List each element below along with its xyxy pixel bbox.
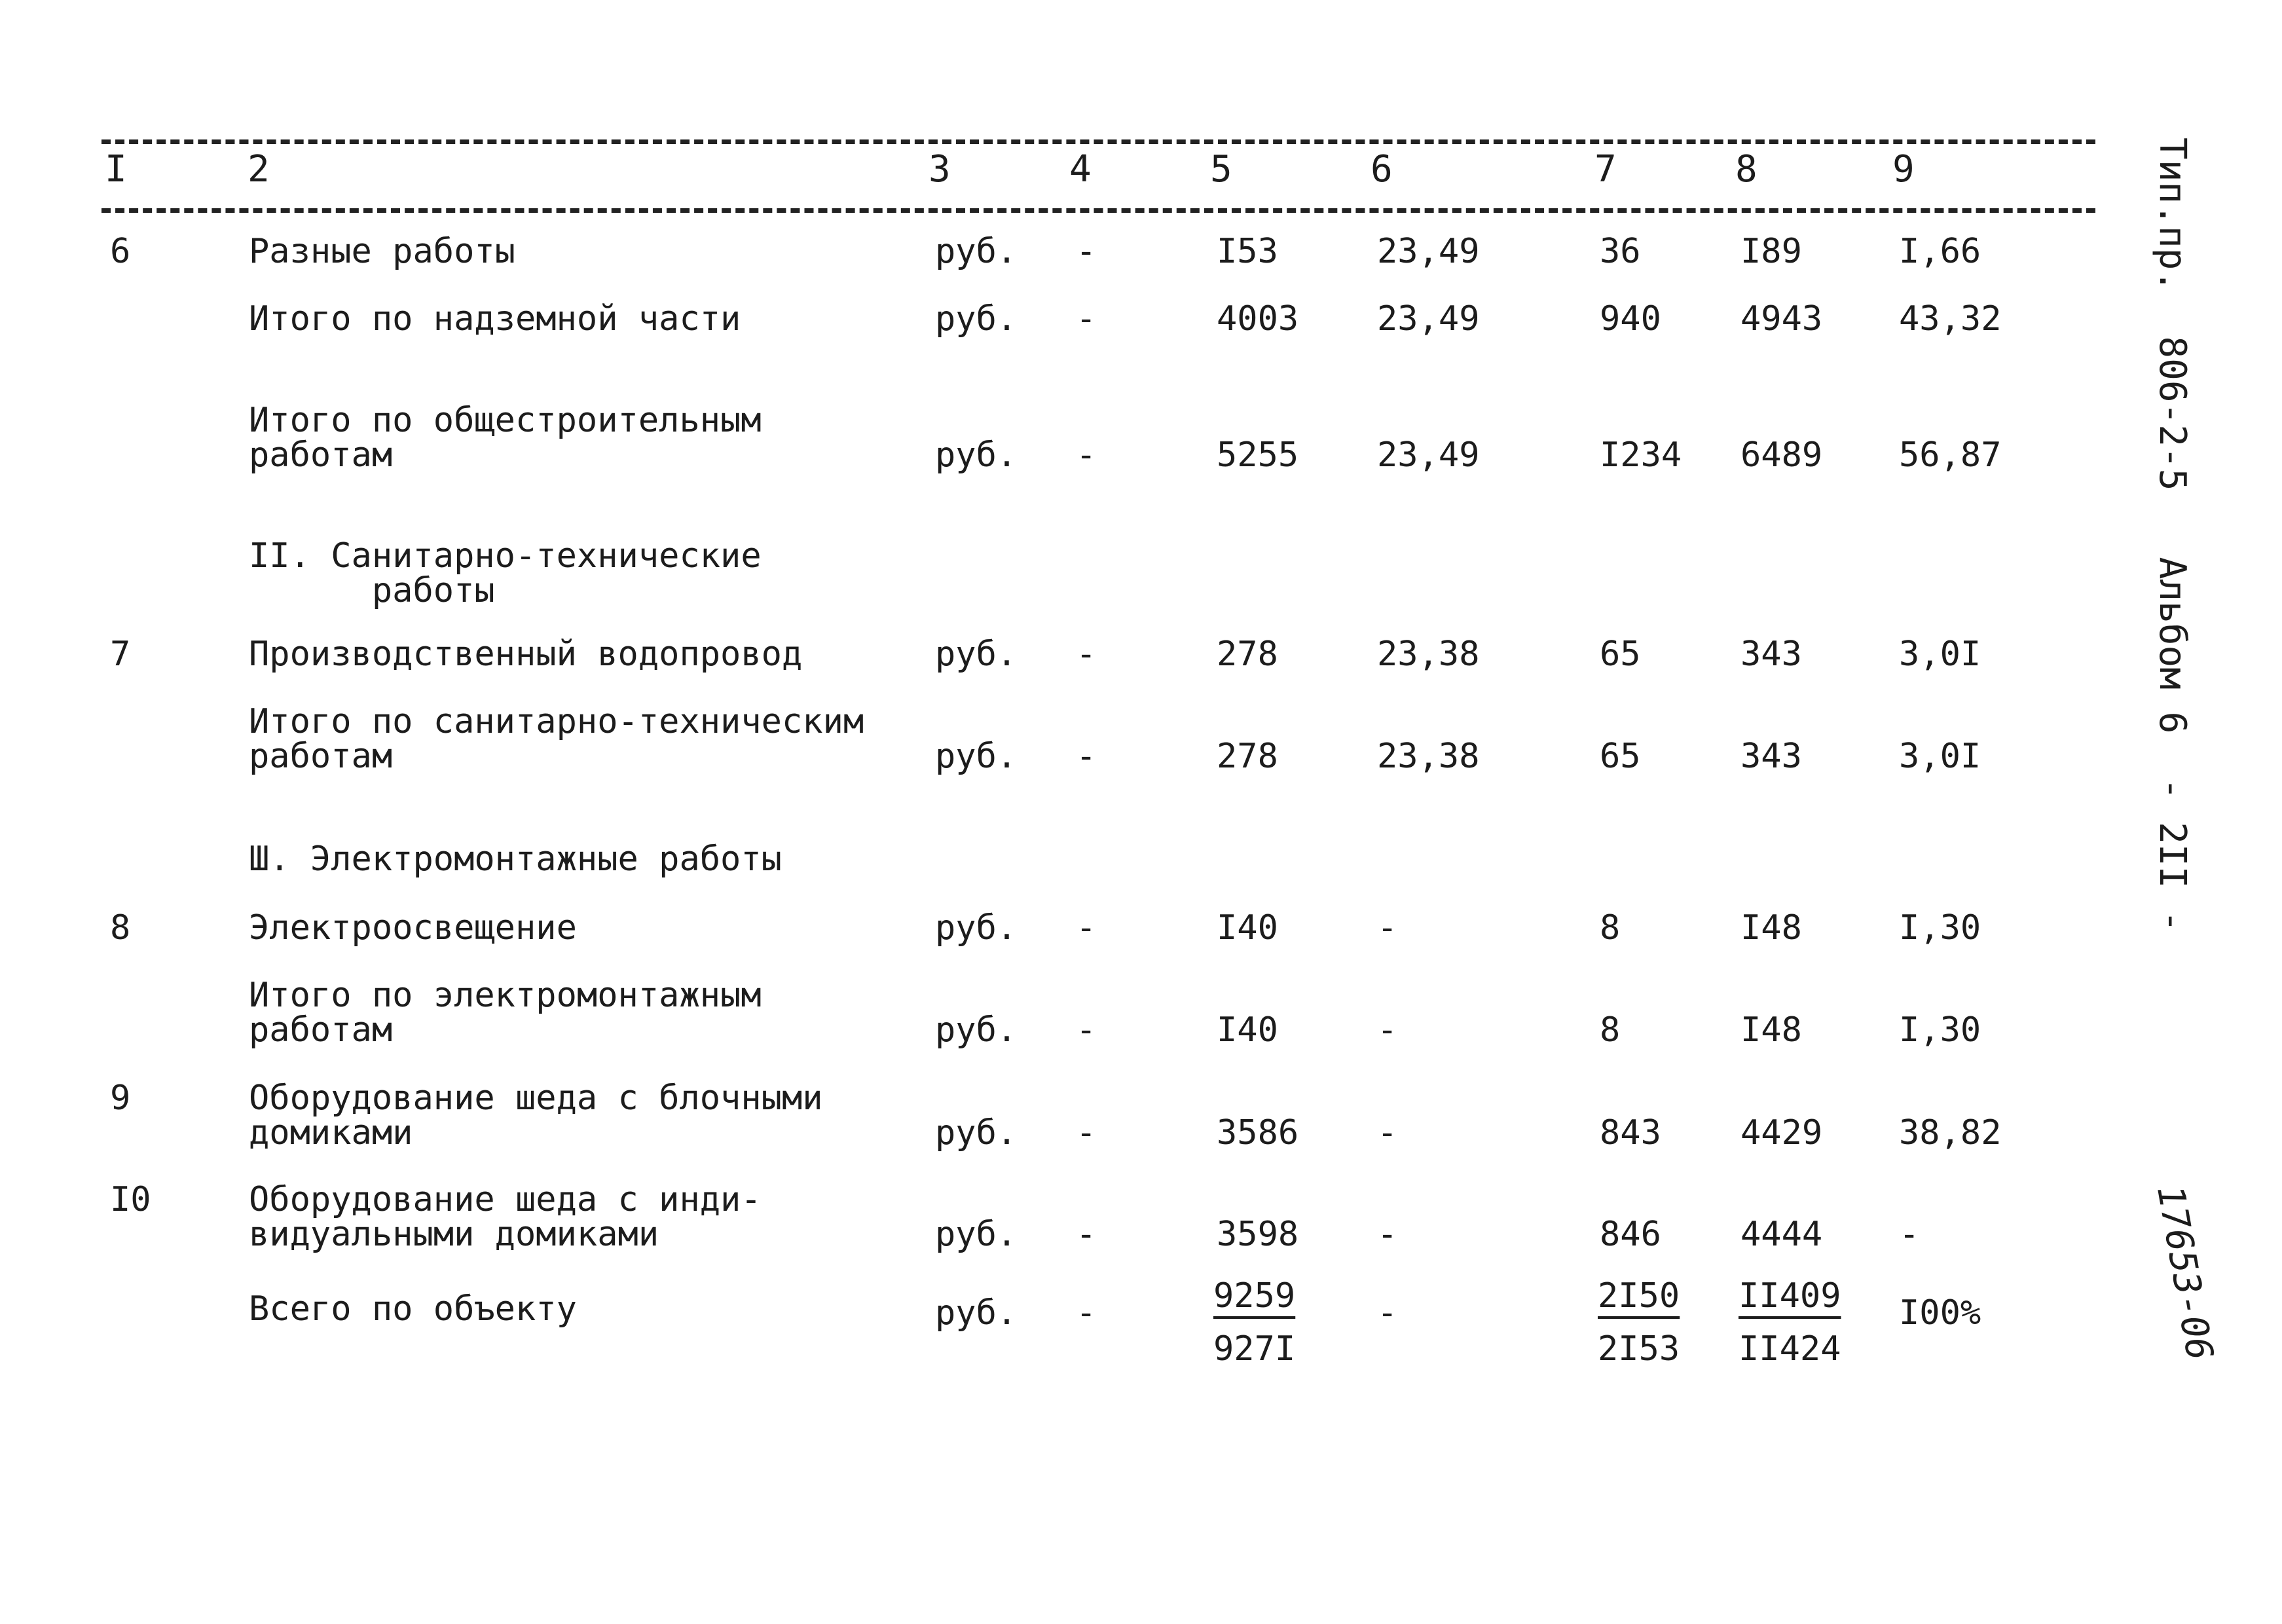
- row-col4: -: [1076, 908, 1097, 948]
- row-col7: 8: [1600, 908, 1621, 948]
- row-unit: руб.: [935, 299, 1018, 339]
- row-name: Итого по надземной части: [249, 299, 741, 339]
- row-number: 8: [110, 908, 131, 948]
- header-top-rule: [101, 139, 2095, 144]
- total-col5-top: 9259: [1213, 1276, 1296, 1316]
- row-col9: I,66: [1899, 232, 1981, 271]
- row-col7: 8: [1600, 1010, 1621, 1050]
- row-name-line1: Оборудование шеда с блочными: [249, 1079, 823, 1118]
- row-col4: -: [1076, 1215, 1097, 1254]
- row-col5: I53: [1217, 232, 1278, 271]
- row-col5: 5255: [1217, 435, 1299, 475]
- row-col9: 38,82: [1899, 1113, 2002, 1153]
- col-header-2: 2: [248, 148, 270, 191]
- row-col7: 843: [1600, 1113, 1661, 1153]
- row-col6: -: [1377, 1010, 1398, 1050]
- row-col6: 23,49: [1377, 435, 1480, 475]
- row-col4: -: [1076, 1010, 1097, 1050]
- total-name: Всего по объекту: [249, 1289, 577, 1329]
- col-header-6: 6: [1371, 148, 1393, 191]
- total-col8-top: II409: [1739, 1276, 1841, 1316]
- row-unit: руб.: [935, 908, 1018, 948]
- row-col8: 4444: [1740, 1215, 1823, 1254]
- row-col6: 23,49: [1377, 299, 1480, 339]
- row-col8: I48: [1740, 1010, 1802, 1050]
- total-col8-bottom: II424: [1739, 1329, 1841, 1369]
- total-unit: руб.: [935, 1293, 1018, 1333]
- row-unit: руб.: [935, 435, 1018, 475]
- row-col8: 6489: [1740, 435, 1823, 475]
- row-col5: 278: [1217, 737, 1278, 776]
- total-col7-top: 2I50: [1598, 1276, 1680, 1316]
- row-name-line2: работам: [249, 737, 393, 776]
- row-number: I0: [110, 1180, 151, 1219]
- row-col5: 4003: [1217, 299, 1299, 339]
- col-header-8: 8: [1735, 148, 1758, 191]
- col-header-9: 9: [1892, 148, 1915, 191]
- side-code: 17653-06: [2148, 1182, 2221, 1363]
- row-col8: 4429: [1740, 1113, 1823, 1153]
- row-col4: -: [1076, 299, 1097, 339]
- row-col8: 343: [1740, 635, 1802, 674]
- row-col7: 36: [1600, 232, 1641, 271]
- row-col5: I40: [1217, 1010, 1278, 1050]
- row-col6: -: [1377, 1215, 1398, 1254]
- row-col8: I48: [1740, 908, 1802, 948]
- row-col7: 846: [1600, 1215, 1661, 1254]
- row-name-line2: видуальными домиками: [249, 1215, 659, 1254]
- header-bottom-rule: [101, 208, 2095, 213]
- row-number: 9: [110, 1079, 131, 1118]
- row-col9: 3,0I: [1899, 737, 1981, 776]
- row-col4: -: [1076, 1113, 1097, 1153]
- row-col5: I40: [1217, 908, 1278, 948]
- row-col8: 343: [1740, 737, 1802, 776]
- row-col6: 23,49: [1377, 232, 1480, 271]
- row-col8: 4943: [1740, 299, 1823, 339]
- row-unit: руб.: [935, 232, 1018, 271]
- total-col6: -: [1377, 1293, 1398, 1333]
- row-name: Электроосвещение: [249, 908, 577, 948]
- row-name: Разные работы: [249, 232, 515, 271]
- row-name-line2: работам: [249, 1010, 393, 1050]
- side-stamp: Тип.пр. 806-2-5 Альбом 6 - 2II -: [2151, 138, 2194, 932]
- row-number: 7: [110, 635, 131, 674]
- row-col9: 43,32: [1899, 299, 2002, 339]
- section-heading-line2: работы: [249, 571, 495, 610]
- row-unit: руб.: [935, 1010, 1018, 1050]
- row-col4: -: [1076, 232, 1097, 271]
- row-col9: I,30: [1899, 908, 1981, 948]
- row-col5: 278: [1217, 635, 1278, 674]
- row-col8: I89: [1740, 232, 1802, 271]
- row-unit: руб.: [935, 1113, 1018, 1153]
- row-unit: руб.: [935, 737, 1018, 776]
- row-col7: 65: [1600, 737, 1641, 776]
- row-col7: I234: [1600, 435, 1682, 475]
- row-name-line1: Итого по электромонтажным: [249, 976, 762, 1015]
- row-col7: 940: [1600, 299, 1661, 339]
- row-name-line2: работам: [249, 435, 393, 475]
- total-col9: I00%: [1899, 1293, 1981, 1333]
- col-header-7: 7: [1594, 148, 1617, 191]
- row-col7: 65: [1600, 635, 1641, 674]
- row-unit: руб.: [935, 1215, 1018, 1254]
- row-col4: -: [1076, 435, 1097, 475]
- row-col6: -: [1377, 1113, 1398, 1153]
- row-name-line1: Оборудование шеда с инди-: [249, 1180, 762, 1219]
- col-header-4: 4: [1069, 148, 1092, 191]
- row-col9: I,30: [1899, 1010, 1981, 1050]
- row-col9: -: [1899, 1215, 1920, 1254]
- row-unit: руб.: [935, 635, 1018, 674]
- total-col4: -: [1076, 1293, 1097, 1333]
- total-col5-bottom: 927I: [1213, 1329, 1296, 1369]
- section-heading: Ш. Электромонтажные работы: [249, 840, 782, 879]
- col-header-1: I: [105, 148, 127, 191]
- row-name: Производственный водопровод: [249, 635, 803, 674]
- row-name-line2: домиками: [249, 1113, 413, 1153]
- row-col4: -: [1076, 635, 1097, 674]
- section-heading-line1: II. Санитарно-технические: [249, 536, 762, 576]
- row-col5: 3586: [1217, 1113, 1299, 1153]
- row-number: 6: [110, 232, 131, 271]
- col-header-5: 5: [1210, 148, 1232, 191]
- row-name-line1: Итого по общестроительным: [249, 401, 762, 440]
- row-col5: 3598: [1217, 1215, 1299, 1254]
- row-col6: 23,38: [1377, 737, 1480, 776]
- col-header-3: 3: [929, 148, 951, 191]
- row-name-line1: Итого по санитарно-техническим: [249, 702, 864, 741]
- row-col9: 56,87: [1899, 435, 2002, 475]
- row-col4: -: [1076, 737, 1097, 776]
- row-col9: 3,0I: [1899, 635, 1981, 674]
- row-col6: 23,38: [1377, 635, 1480, 674]
- total-col7-bottom: 2I53: [1598, 1329, 1680, 1369]
- row-col6: -: [1377, 908, 1398, 948]
